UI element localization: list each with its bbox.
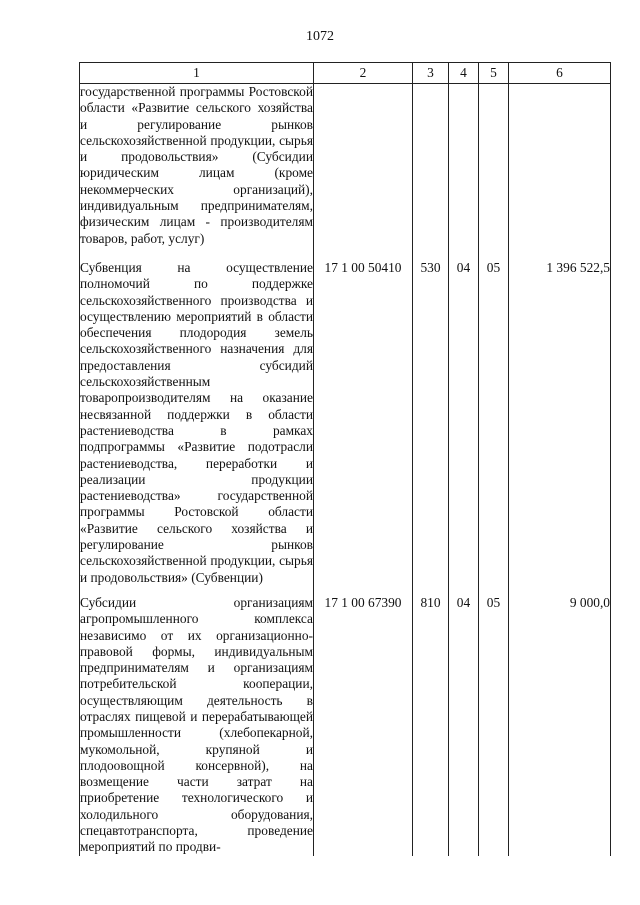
column-header: 4: [449, 63, 479, 84]
row-description: Субвенция на осуществление полномочий по поддержке сельскохозяйственного производства и осуществлению мероприятий в области обеспечения плодородия земель сельскохозяйственного назначения для предоставления субсидий сельскохозяйственным товаропроизводителям на оказание несвязанной поддержки в области растениеводства в рамках подпрограммы «Развитие подотрасли растениеводства, переработки и реализации продукции растениеводства» государственной программы Ростовской области «Развитие сельского хозяйства и регулирование рынков сельскохозяйственной продукции, сырья и продовольствия» (Субвенции): [80, 260, 314, 595]
column-header: 2: [314, 63, 413, 84]
row-target-code: [314, 84, 413, 260]
table-row: [80, 260, 611, 595]
row-expense-type: 810: [413, 595, 449, 856]
page-number: 1072: [306, 29, 334, 44]
table-row: [80, 595, 611, 856]
column-header: 3: [413, 63, 449, 84]
row-target-code: 17 1 00 67390: [314, 595, 413, 856]
row-subsection: 05: [479, 595, 509, 856]
table-row: [80, 84, 611, 260]
budget-table: [79, 62, 611, 856]
header-row: [80, 63, 611, 84]
row-section: 04: [449, 595, 479, 856]
row-expense-type: [413, 84, 449, 260]
row-subsection: [479, 84, 509, 260]
column-header: 5: [479, 63, 509, 84]
row-amount: 9 000,0: [509, 595, 611, 856]
column-header: 6: [509, 63, 611, 84]
column-header: 1: [80, 63, 314, 84]
row-section: [449, 84, 479, 260]
row-description: Субсидии организациям агропромышленного комплекса независимо от их организационно-правовой формы, индивидуальным предпринимателям и организациям потребительской кооперации, осуществляющим деятельность в отраслях пищевой и перерабатывающей промышленности (хлебопекарной, мукомольной, крупяной и плодоовощной консервной), на возмещение части затрат на приобретение технологического и холодильного оборудования, спецавтотранспорта, проведение мероприятий по продви-: [80, 594, 313, 855]
row-amount: [509, 84, 611, 260]
row-subsection: 05: [479, 260, 509, 595]
row-target-code: 17 1 00 50410: [314, 260, 413, 595]
row-section: 04: [449, 260, 479, 595]
row-expense-type: 530: [413, 260, 449, 595]
row-description: государственной программы Ростовской области «Развитие сельского хозяйства и регулирование рынков сельскохозяйственной продукции, сырья и продовольствия» (Субсидии юридическим лицам (кроме некоммерческих организаций), индивидуальным предпринимателям, физическим лицам - производителям товаров, работ, услуг): [80, 84, 314, 260]
row-amount: 1 396 522,5: [509, 260, 611, 595]
